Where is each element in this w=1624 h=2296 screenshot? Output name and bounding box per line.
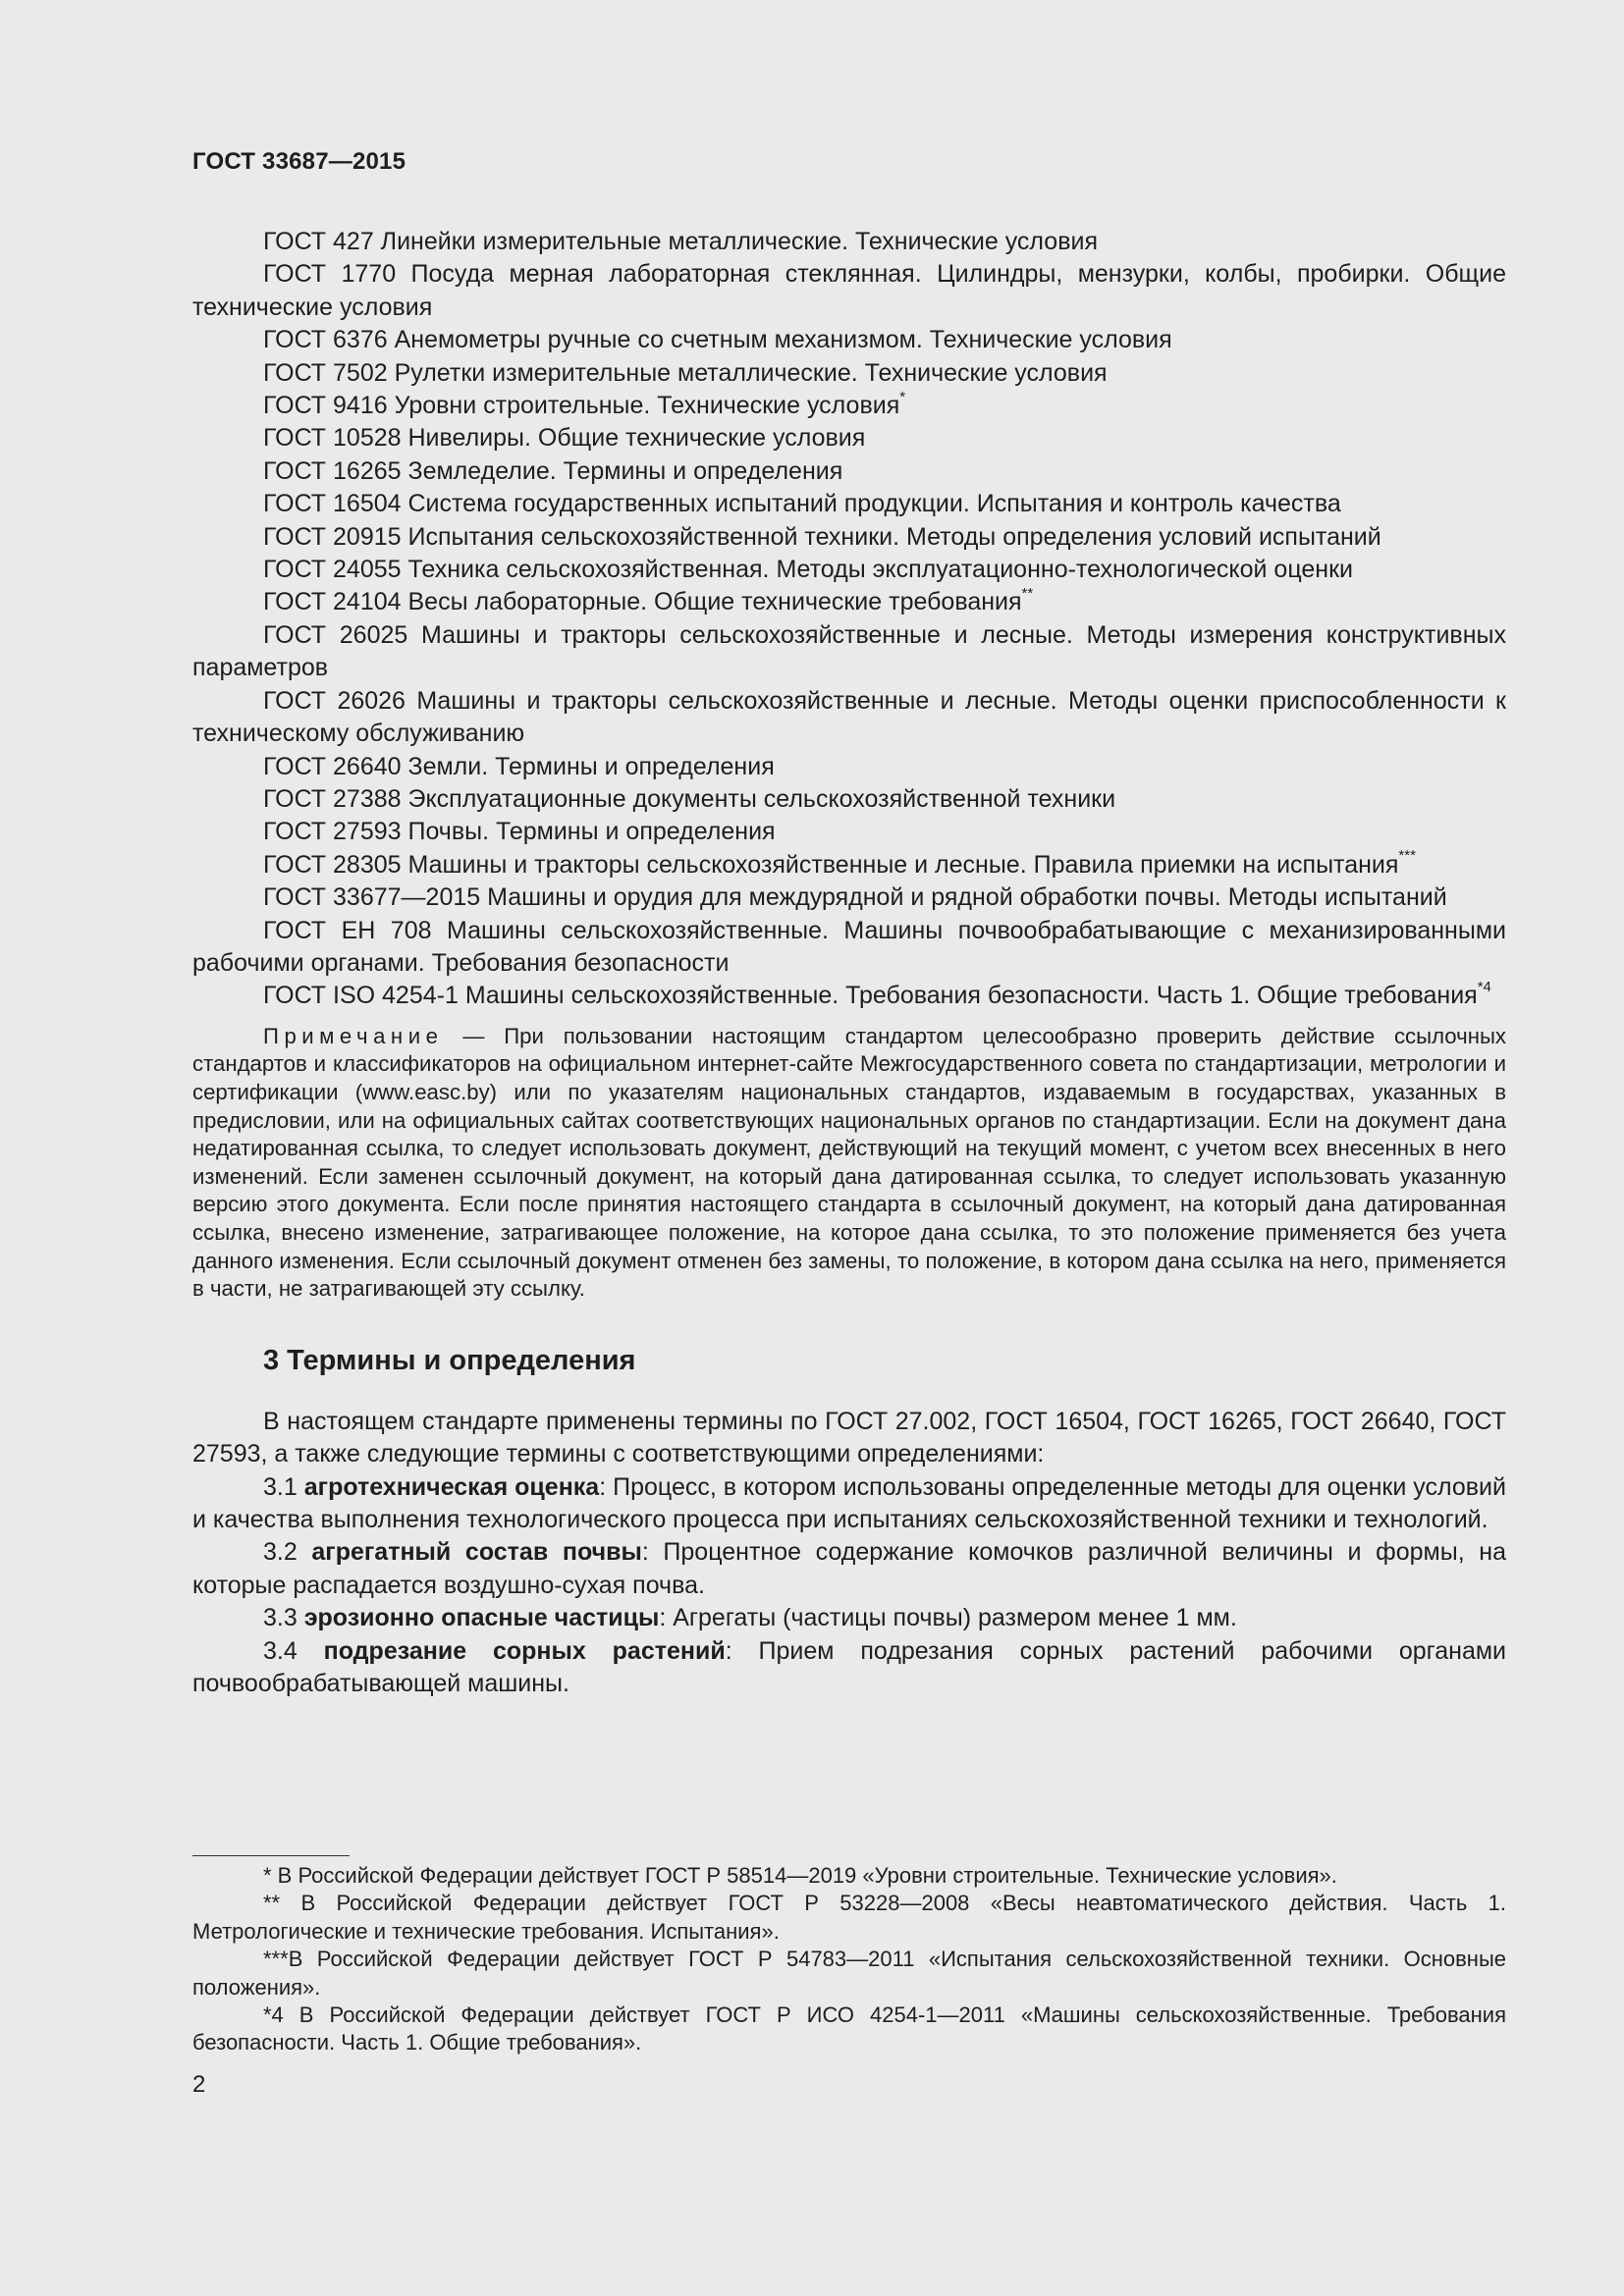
footnotes	[192, 1862, 1506, 2057]
term-definition: 3.2 агрегатный состав почвы: Процентное содержание комочков различной величины и формы, на которые распадается воздушно-сухая почва.	[192, 1538, 1506, 1599]
term-name: агротехническая оценка	[303, 1472, 600, 1501]
reference-item: ГОСТ 9416 Уровни строительные. Технические условия*	[263, 388, 906, 420]
page-number: 2	[192, 2071, 206, 2098]
footnote: *4 В Российской Федерации действует ГОСТ Р ИСО 4254-1—2011 «Машины сельскохозяйственные. Требования безопасности. Часть 1. Общие требования».	[192, 2002, 1506, 2056]
term-name: подрезание сорных растений	[323, 1636, 726, 1665]
reference-item: ГОСТ 28305 Машины и тракторы сельскохозяйственные и лесные. Правила приемки на испытания***	[263, 847, 1416, 879]
section-3-heading: 3 Термины и определения	[263, 1344, 636, 1376]
reference-item: ГОСТ 16265 Земледелие. Термины и определения	[263, 456, 843, 485]
term-definition: 3.4 подрезание сорных растений: Прием подрезания сорных растений рабочими органами почвообрабатывающей машины.	[192, 1636, 1506, 1697]
reference-item: ГОСТ 24104 Весы лабораторные. Общие технические требования**	[263, 585, 1034, 616]
term-name: эрозионно опасные частицы	[303, 1604, 660, 1632]
reference-item: ГОСТ 24055 Техника сельскохозяйственная. Методы эксплуатационно-технологической оценки	[263, 556, 1353, 584]
reference-item: ГОСТ 27388 Эксплуатационные документы сельскохозяйственной техники	[263, 784, 1116, 813]
page-content	[192, 226, 1506, 1700]
reference-item: ГОСТ 27593 Почвы. Термины и определения	[263, 818, 776, 846]
note-text: — При пользовании настоящим стандартом целесообразно проверить действие ссылочных стандартов и классификаторов на официальном интернет-сайте Межгосударственного совета по стандартизации, метрологии и сертификации (www.easc.by) или по указателям национальных стандартов, издаваемым в государствах, указанных в предисловии, или на официальных сайтах соответствующих национальных органов по стандартизации. Если на документ дана недатированная ссылка, то следует использовать документ, действующий на текущий момент, с учетом всех внесенных в него изменений. Если заменен ссылочный документ, на который дана датированная ссылка, то следует использовать указанную версию этого документа. Если после принятия настоящего стандарта в ссылочный документ, на который дана датированная ссылка, внесено изменение, затрагивающее положение, на которое дана ссылка, то это положение применяется без учета данного изменения. Если ссылочный документ отменен без замены, то положение, в котором дана ссылка на него, применяется в части, не затрагивающей эту ссылку.	[192, 1023, 1506, 1302]
reference-item: ГОСТ 1770 Посуда мерная лабораторная стеклянная. Цилиндры, мензурки, колбы, пробирки. Общие технические условия	[192, 260, 1506, 321]
reference-item: ГОСТ 427 Линейки измерительные металлические. Технические условия	[263, 228, 1098, 255]
terms-intro: В настоящем стандарте применены термины по ГОСТ 27.002, ГОСТ 16504, ГОСТ 16265, ГОСТ 26640, ГОСТ 27593, а также следующие термины с соответствующими определениями:	[192, 1407, 1506, 1468]
page-header-doc-id: ГОСТ 33687—2015	[192, 148, 406, 175]
reference-item: ГОСТ 33677—2015 Машины и орудия для междурядной и рядной обработки почвы. Методы испытаний	[263, 883, 1447, 912]
footnote: * В Российской Федерации действует ГОСТ Р 58514—2019 «Уровни строительные. Технические условия».	[263, 1863, 1337, 1888]
reference-item: ГОСТ 6376 Анемометры ручные со счетным механизмом. Технические условия	[263, 326, 1172, 354]
footnote-separator	[192, 1855, 350, 1856]
term-name: агрегатный состав почвы	[311, 1538, 642, 1567]
reference-note	[192, 1023, 1506, 1304]
reference-item: ГОСТ ISO 4254-1 Машины сельскохозяйственные. Требования безопасности. Часть 1. Общие требования$^{*4}$	[263, 979, 1491, 1010]
reference-item: ГОСТ 26640 Земли. Термины и определения	[263, 752, 775, 780]
reference-item: ГОСТ ЕН 708 Машины сельскохозяйственные. Машины почвообрабатывающие с механизированными рабочими органами. Требования безопасности	[192, 916, 1506, 977]
terms-section	[192, 1406, 1506, 1701]
reference-item: ГОСТ 26025 Машины и тракторы сельскохозяйственные и лесные. Методы измерения конструктивных параметров	[192, 620, 1506, 682]
reference-item: ГОСТ 20915 Испытания сельскохозяйственной техники. Методы определения условий испытаний	[263, 522, 1381, 551]
note-label: Примечание	[263, 1023, 444, 1048]
reference-item: ГОСТ 16504 Система государственных испытаний продукции. Испытания и контроль качества	[263, 490, 1341, 518]
term-definition: 3.3 эрозионно опасные частицы: Агрегаты (частицы почвы) размером менее 1 мм.	[263, 1604, 1237, 1632]
reference-item: ГОСТ 7502 Рулетки измерительные металлические. Технические условия	[263, 358, 1108, 387]
term-definition: 3.1 агротехническая оценка: Процесс, в котором использованы определенные методы для оценки условий и качества выполнения технологического процесса при испытаниях сельскохозяйственной техники и технологий.	[192, 1472, 1506, 1533]
reference-item: ГОСТ 10528 Нивелиры. Общие технические условия	[263, 424, 866, 453]
normative-references-list	[192, 226, 1506, 1013]
footnote: ** В Российской Федерации действует ГОСТ Р 53228—2008 «Весы неавтоматического действия. Часть 1. Метрологические и технические требования. Испытания».	[192, 1891, 1506, 1944]
reference-item: ГОСТ 26026 Машины и тракторы сельскохозяйственные и лесные. Методы оценки приспособленности к техническому обслуживанию	[192, 686, 1506, 748]
footnote: ***В Российской Федерации действует ГОСТ Р 54783—2011 «Испытания сельскохозяйственной техники. Основные положения».	[192, 1947, 1506, 2000]
